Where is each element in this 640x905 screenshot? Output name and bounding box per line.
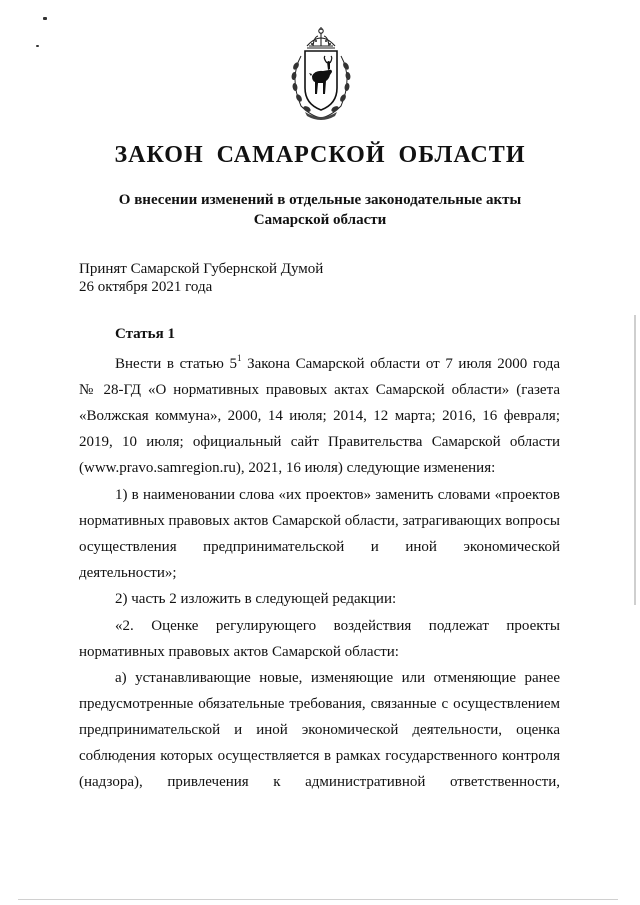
text-line: предусмотренные обязательные требования, связанные с осуществлением	[79, 696, 560, 712]
scan-edge-mark	[634, 315, 636, 605]
text-line: соблюдения которых осуществляется в рамках государственного контроля	[79, 748, 560, 764]
law-subtitle-line-2: Самарской области	[253, 212, 387, 228]
scan-speck	[36, 45, 39, 47]
scan-speck	[43, 17, 47, 20]
text-line: нормативных правовых актов Самарской области, затрагивающих вопросы	[79, 513, 560, 529]
text-line: 1) в наименовании слова «их проектов» заменить словами «проектов	[115, 487, 560, 503]
text-line: нормативных правовых актов Самарской области:	[79, 644, 399, 660]
law-subtitle-line-1: О внесении изменений в отдельные законодательные акты	[118, 192, 522, 208]
adoption-line-1: Принят Самарской Губернской Думой	[79, 261, 324, 277]
text-line: 2) часть 2 изложить в следующей редакции:	[115, 591, 397, 607]
article-heading: Статья 1	[115, 326, 175, 342]
samara-coat-of-arms-icon	[283, 26, 359, 122]
intro-prefix: Внести в статью 5	[115, 356, 237, 372]
text-line: № 28-ГД «О нормативных правовых актах Самарской области» (газета	[79, 382, 560, 398]
intro-superscript: 1	[236, 353, 242, 363]
text-line: «Волжская коммуна», 2000, 14 июля; 2014, 12 марта; 2016, 16 февраля;	[79, 408, 560, 424]
text-line: (www.pravo.samregion.ru), 2021, 16 июля) следующие изменения:	[79, 460, 496, 476]
text-line: предпринимательской и иной экономической деятельности, оценка	[79, 722, 560, 738]
article-intro-line	[115, 355, 560, 373]
text-line: «2. Оценке регулирующего воздействия подлежат проекты	[115, 618, 560, 634]
text-line: а) устанавливающие новые, изменяющие или отменяющие ранее	[115, 670, 560, 686]
adoption-date: 26 октября 2021 года	[79, 279, 213, 295]
law-title: ЗАКОН САМАРСКОЙ ОБЛАСТИ	[114, 142, 526, 168]
text-line: (надзора), привлечения к административной ответственности,	[79, 774, 560, 790]
text-line: 2019, 10 июля; официальный сайт Правительства Самарской области	[79, 434, 560, 450]
intro-suffix: Закона Самарской области от 7 июля 2000 года	[241, 356, 561, 372]
text-line: осуществления предпринимательской и иной экономической	[79, 539, 560, 555]
scan-edge-mark	[18, 899, 618, 900]
text-line: деятельности»;	[79, 565, 177, 581]
